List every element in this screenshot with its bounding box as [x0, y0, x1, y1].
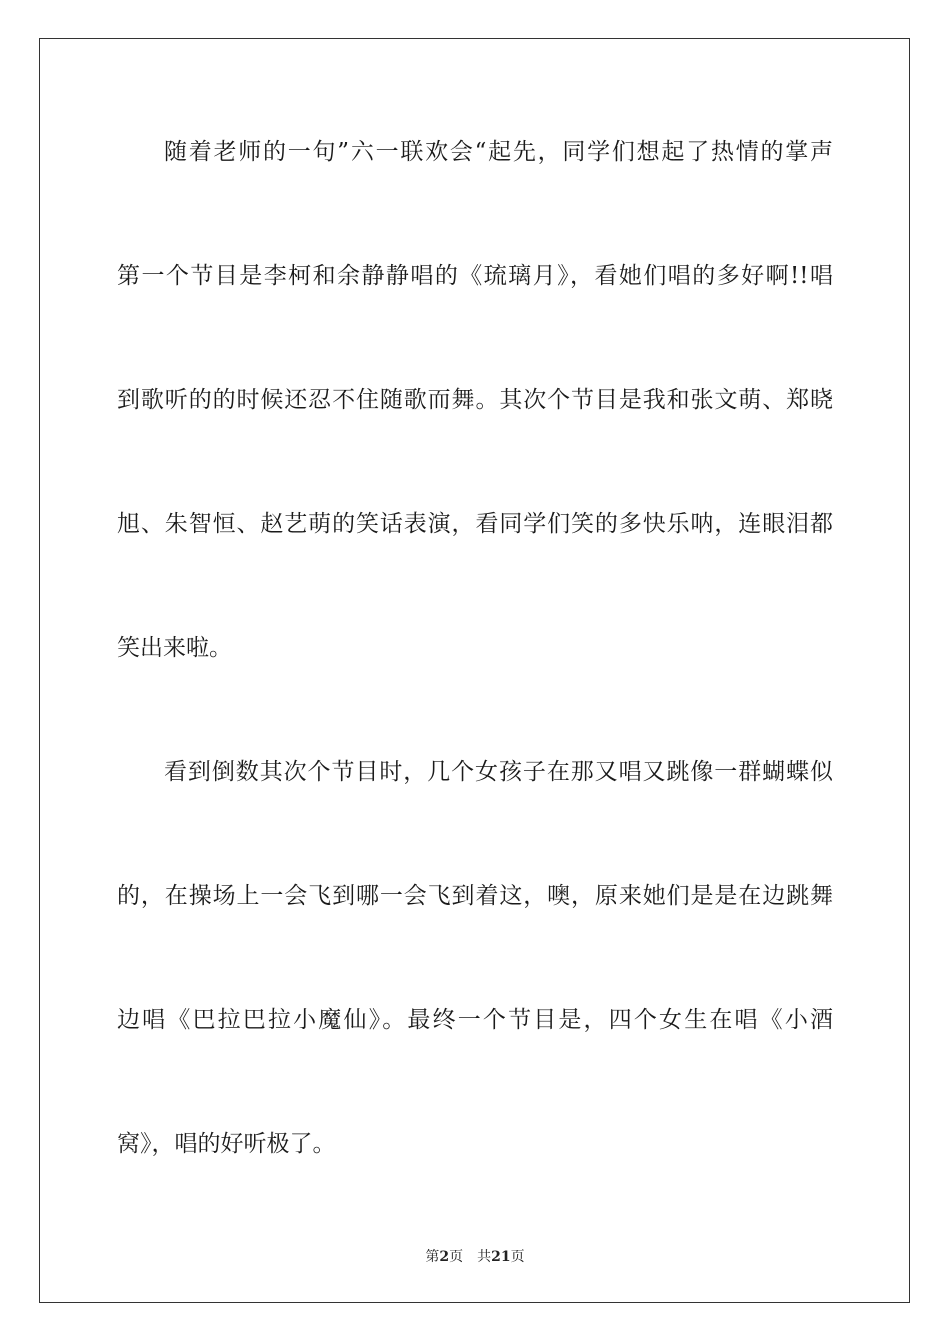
total-prefix: 共	[477, 1249, 492, 1265]
page-frame	[39, 38, 910, 1303]
page-footer	[0, 1248, 950, 1266]
paragraph-2-line-1: 看到倒数其次个节目时，几个女孩子在那又唱又跳像一群蝴蝶似	[164, 759, 833, 785]
paragraph-1-line-2: 第一个节目是李柯和余静静唱的《琉璃月》，看她们唱的多好啊!!唱	[117, 263, 833, 289]
paragraph-1-line-5: 笑出来啦。	[117, 635, 232, 661]
paragraph-2-line-4: 窝》，唱的好听极了。	[117, 1131, 336, 1157]
paragraph-1-line-3: 到歌听的的时候还忍不住随歌而舞。其次个节目是我和张文萌、郑晓	[117, 387, 833, 413]
page-current: 2	[439, 1249, 450, 1265]
paragraph-1-line-1: 随着老师的一句”六一联欢会“起先，同学们想起了热情的掌声	[164, 139, 833, 165]
total-unit: 页	[510, 1249, 525, 1265]
page-unit: 页	[449, 1249, 464, 1265]
paragraph-2-line-2: 的，在操场上一会飞到哪一会飞到着这，噢，原来她们是是在边跳舞	[117, 883, 833, 909]
page-prefix: 第	[425, 1249, 440, 1265]
paragraph-2-line-3: 边唱《巴拉巴拉小魔仙》。最终一个节目是，四个女生在唱《小酒	[117, 1007, 833, 1033]
paragraph-1-line-4: 旭、朱智恒、赵艺萌的笑话表演，看同学们笑的多快乐呐，连眼泪都	[117, 511, 833, 537]
page-total: 21	[491, 1249, 511, 1265]
